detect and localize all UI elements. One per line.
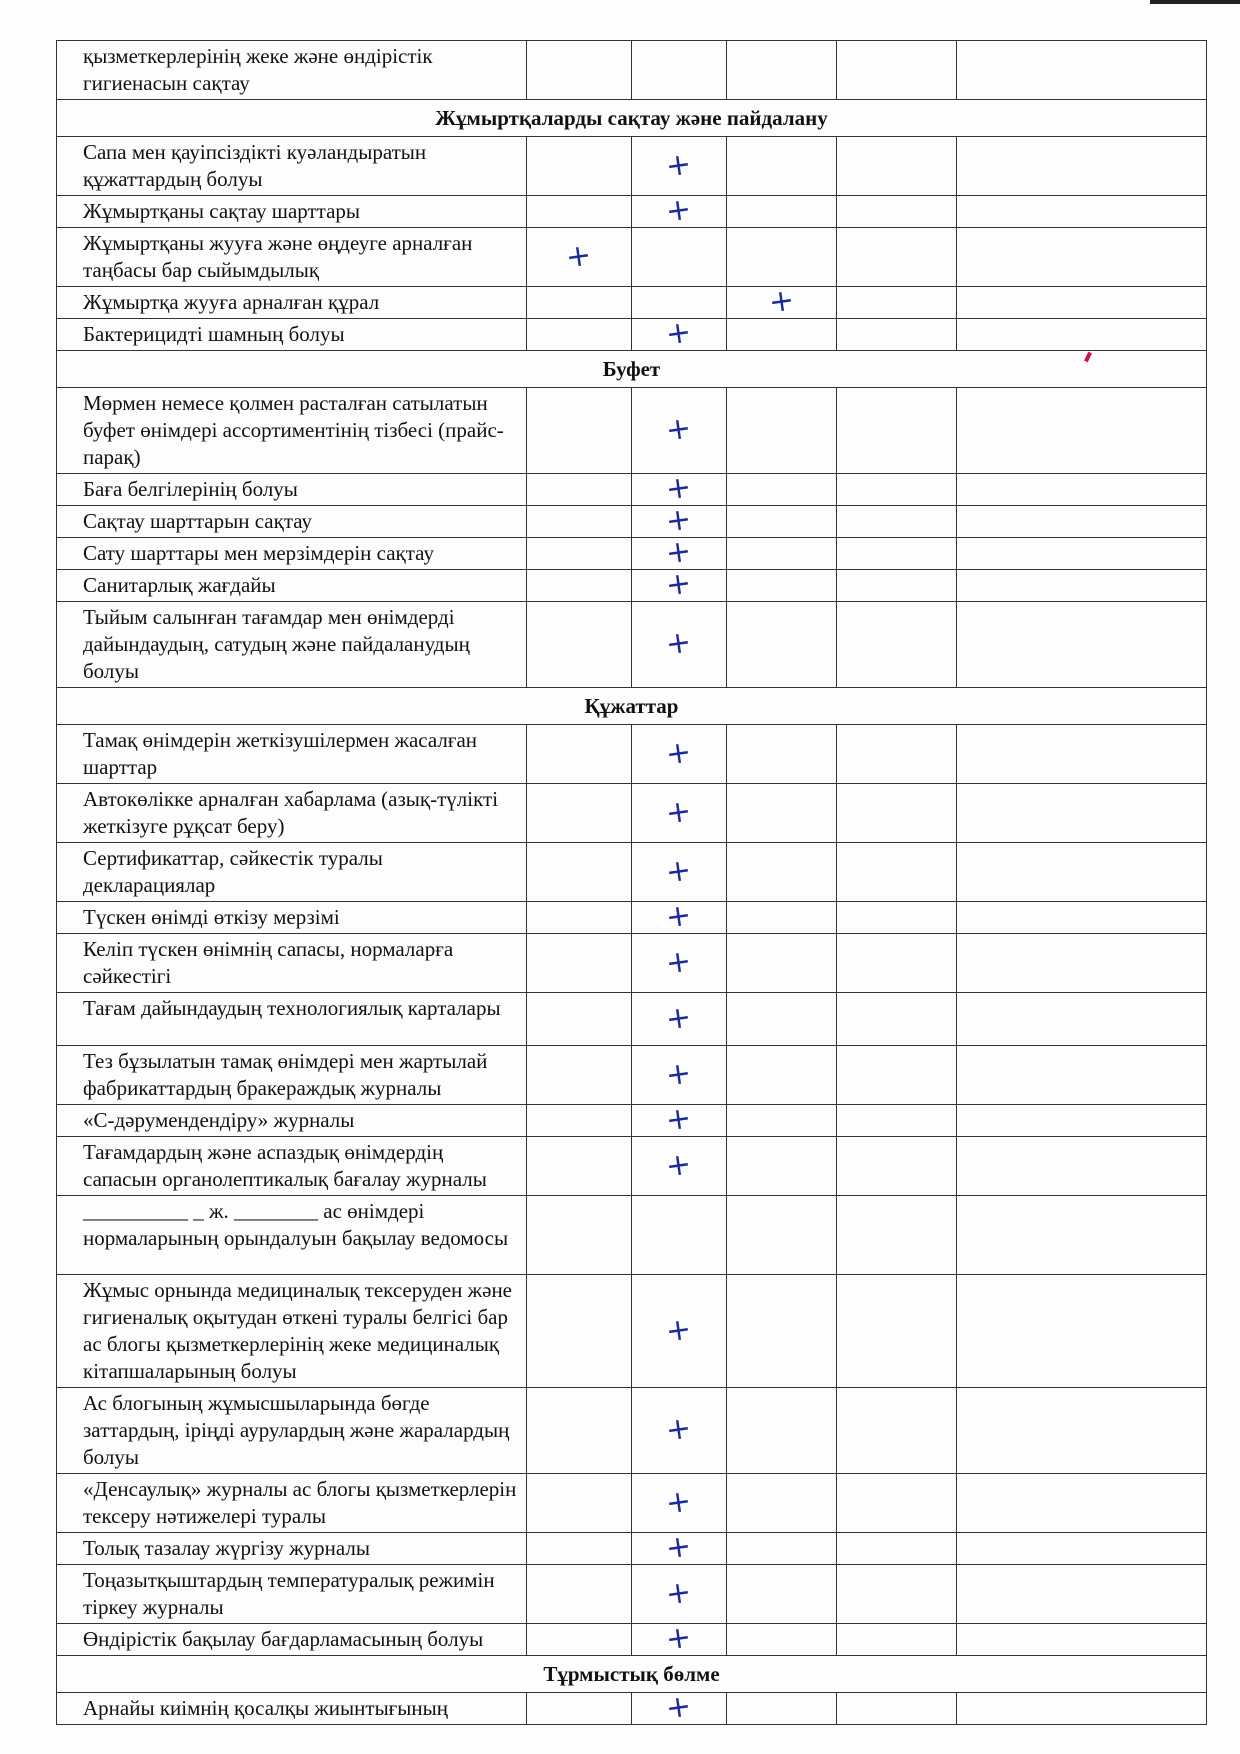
mark-cell-col-4 bbox=[837, 319, 957, 351]
mark-cell-col-3 bbox=[727, 474, 837, 506]
handwritten-plus-mark: + bbox=[664, 533, 694, 572]
mark-cell-col-1 bbox=[527, 993, 632, 1046]
mark-cell-col-4 bbox=[837, 1137, 957, 1196]
item-label: Автокөлікке арналған хабарлама (азық-түлікті жеткізуге рұқсат беру) bbox=[57, 784, 527, 843]
mark-cell-col-3 bbox=[727, 137, 837, 196]
mark-cell-col-3 bbox=[727, 993, 837, 1046]
checklist-row bbox=[57, 1105, 1207, 1137]
mark-cell-col-4 bbox=[837, 570, 957, 602]
mark-cell-col-1 bbox=[527, 1474, 632, 1533]
handwritten-plus-mark: + bbox=[664, 1482, 694, 1522]
handwritten-plus-mark: + bbox=[664, 792, 694, 832]
empty-remarks-cell bbox=[957, 784, 1207, 843]
mark-cell-col-3 bbox=[727, 1474, 837, 1533]
mark-cell-col-1 bbox=[527, 506, 632, 538]
mark-cell-col-2 bbox=[632, 1100, 727, 1139]
mark-cell-col-2 bbox=[632, 1275, 727, 1388]
mark-cell-col-2 bbox=[632, 1388, 727, 1474]
empty-remarks-cell bbox=[957, 538, 1207, 570]
mark-cell-col-2 bbox=[632, 287, 727, 319]
mark-cell-col-1 bbox=[527, 843, 632, 902]
mark-cell-col-3 bbox=[727, 1275, 837, 1388]
mark-cell-col-4 bbox=[837, 1105, 957, 1137]
mark-cell-col-3 bbox=[727, 1196, 837, 1275]
mark-cell-col-2 bbox=[632, 314, 727, 353]
checklist-row bbox=[57, 41, 1207, 100]
empty-remarks-cell bbox=[957, 934, 1207, 993]
mark-cell-col-1 bbox=[527, 1275, 632, 1388]
mark-cell-col-1 bbox=[527, 725, 632, 784]
handwritten-plus-mark: + bbox=[664, 145, 694, 185]
empty-remarks-cell bbox=[957, 993, 1207, 1046]
mark-cell-col-4 bbox=[837, 1388, 957, 1474]
mark-cell-col-2 bbox=[632, 41, 727, 100]
mark-cell-col-2 bbox=[632, 137, 727, 196]
item-label: Тағамдардың және аспаздық өнімдердің сапасын органолептикалық бағалау журналы bbox=[57, 1137, 527, 1196]
mark-cell-col-4 bbox=[837, 934, 957, 993]
empty-remarks-cell bbox=[957, 1388, 1207, 1474]
section-title: Жұмыртқаларды сақтау және пайдалану bbox=[57, 100, 1207, 137]
checklist-row bbox=[57, 1533, 1207, 1565]
mark-cell-col-1 bbox=[527, 137, 632, 196]
mark-cell-col-1 bbox=[527, 1565, 632, 1624]
mark-cell-col-1 bbox=[527, 474, 632, 506]
checklist-row bbox=[57, 1565, 1207, 1624]
mark-cell-col-1 bbox=[527, 319, 632, 351]
checklist-row bbox=[57, 1624, 1207, 1656]
mark-cell-col-4 bbox=[837, 506, 957, 538]
mark-cell-col-1 bbox=[527, 1196, 632, 1275]
mark-cell-col-3 bbox=[727, 570, 837, 602]
item-label: «Денсаулық» журналы ас блогы қызметкерлерін тексеру нәтижелері туралы bbox=[57, 1474, 527, 1533]
mark-cell-col-4 bbox=[837, 602, 957, 688]
empty-remarks-cell bbox=[957, 137, 1207, 196]
item-label: __________ _ ж. ________ ас өнімдері нормаларының орындалуын бақылау ведомосы bbox=[57, 1196, 527, 1275]
checklist-row bbox=[57, 1046, 1207, 1105]
checklist-row bbox=[57, 843, 1207, 902]
empty-remarks-cell bbox=[957, 1565, 1207, 1624]
mark-cell-col-3 bbox=[727, 902, 837, 934]
mark-cell-col-3 bbox=[727, 1105, 837, 1137]
mark-cell-col-1 bbox=[527, 1137, 632, 1196]
checklist-row bbox=[57, 784, 1207, 843]
mark-cell-col-3 bbox=[727, 506, 837, 538]
item-label: Бактерицидті шамның болуы bbox=[57, 319, 527, 351]
mark-cell-col-4 bbox=[837, 993, 957, 1046]
mark-cell-col-2 bbox=[632, 897, 727, 936]
mark-cell-col-3 bbox=[727, 1533, 837, 1565]
handwritten-plus-mark: + bbox=[664, 998, 694, 1038]
checklist-row bbox=[57, 228, 1207, 287]
checklist-row bbox=[57, 1275, 1207, 1388]
mark-cell-col-3 bbox=[727, 196, 837, 228]
mark-cell-col-4 bbox=[837, 137, 957, 196]
mark-cell-col-2 bbox=[632, 1137, 727, 1196]
mark-cell-col-1 bbox=[527, 1388, 632, 1474]
mark-cell-col-1 bbox=[527, 784, 632, 843]
handwritten-plus-mark: + bbox=[664, 191, 694, 230]
handwritten-plus-mark: + bbox=[766, 282, 797, 321]
item-label: Санитарлық жағдайы bbox=[57, 570, 527, 602]
mark-cell-col-2 bbox=[632, 228, 727, 287]
empty-remarks-cell bbox=[957, 474, 1207, 506]
mark-cell-col-2 bbox=[632, 1474, 727, 1533]
empty-remarks-cell bbox=[957, 1046, 1207, 1105]
checklist-row bbox=[57, 1196, 1207, 1275]
mark-cell-col-2 bbox=[632, 784, 727, 843]
checklist-row bbox=[57, 934, 1207, 993]
mark-cell-col-3 bbox=[727, 1624, 837, 1656]
empty-remarks-cell bbox=[957, 570, 1207, 602]
checklist-row bbox=[57, 602, 1207, 688]
empty-remarks-cell bbox=[957, 388, 1207, 474]
empty-remarks-cell bbox=[957, 196, 1207, 228]
mark-cell-col-4 bbox=[837, 41, 957, 100]
empty-remarks-cell bbox=[957, 725, 1207, 784]
mark-cell-col-3 bbox=[727, 725, 837, 784]
mark-cell-col-3 bbox=[727, 228, 837, 287]
item-label: Өндірістік бақылау бағдарламасының болуы bbox=[57, 1624, 527, 1656]
item-label: Жұмыртқа жууға арналған құрал bbox=[57, 287, 527, 319]
mark-cell-col-1 bbox=[527, 287, 632, 319]
checklist-body bbox=[57, 41, 1207, 1725]
handwritten-plus-mark: + bbox=[664, 733, 694, 773]
mark-cell-col-2 bbox=[632, 469, 727, 508]
empty-remarks-cell bbox=[957, 1474, 1207, 1533]
checklist-row bbox=[57, 1693, 1207, 1725]
item-label: Тамақ өнімдерін жеткізушілермен жасалған шарттар bbox=[57, 725, 527, 784]
checklist-row bbox=[57, 1474, 1207, 1533]
mark-cell-col-3 bbox=[727, 784, 837, 843]
mark-cell-col-4 bbox=[837, 1046, 957, 1105]
empty-remarks-cell bbox=[957, 1275, 1207, 1388]
mark-cell-col-2 bbox=[632, 565, 727, 604]
item-label: Сапа мен қауіпсіздікті куәландыратын құжаттардың болуы bbox=[57, 137, 527, 196]
handwritten-plus-mark: + bbox=[664, 1528, 694, 1567]
mark-cell-col-1 bbox=[527, 1533, 632, 1565]
mark-cell-col-4 bbox=[837, 1693, 957, 1725]
mark-cell-col-3 bbox=[727, 1693, 837, 1725]
checklist-row bbox=[57, 388, 1207, 474]
handwritten-plus-mark: + bbox=[664, 469, 694, 508]
checklist-row bbox=[57, 538, 1207, 570]
mark-cell-col-4 bbox=[837, 1565, 957, 1624]
mark-cell-col-2 bbox=[632, 993, 727, 1046]
mark-cell-col-3 bbox=[727, 388, 837, 474]
empty-remarks-cell bbox=[957, 228, 1207, 287]
item-label: Тағам дайындаудың технологиялық карталары bbox=[57, 993, 527, 1046]
mark-cell-col-4 bbox=[837, 784, 957, 843]
empty-remarks-cell bbox=[957, 602, 1207, 688]
mark-cell-col-3 bbox=[727, 1565, 837, 1624]
item-label: Жұмыртқаны сақтау шарттары bbox=[57, 196, 527, 228]
empty-remarks-cell bbox=[957, 1533, 1207, 1565]
mark-cell-col-4 bbox=[837, 196, 957, 228]
mark-cell-col-1 bbox=[527, 228, 632, 287]
checklist-row bbox=[57, 725, 1207, 784]
mark-cell-col-3 bbox=[727, 602, 837, 688]
handwritten-plus-mark: + bbox=[664, 565, 694, 604]
item-label: Сату шарттары мен мерзімдерін сақтау bbox=[57, 538, 527, 570]
mark-cell-col-1 bbox=[527, 1624, 632, 1656]
mark-cell-col-1 bbox=[527, 1693, 632, 1725]
mark-cell-col-3 bbox=[727, 934, 837, 993]
item-label: Мөрмен немесе қолмен расталған сатылатын буфет өнімдері ассортиментінің тізбесі (прайс-парақ) bbox=[57, 388, 527, 474]
mark-cell-col-2 bbox=[632, 934, 727, 993]
empty-remarks-cell bbox=[957, 1105, 1207, 1137]
empty-remarks-cell bbox=[957, 319, 1207, 351]
mark-cell-col-3 bbox=[727, 41, 837, 100]
checklist-row bbox=[57, 319, 1207, 351]
checklist-row bbox=[57, 1388, 1207, 1474]
mark-cell-col-4 bbox=[837, 1624, 957, 1656]
mark-cell-col-1 bbox=[527, 934, 632, 993]
mark-cell-col-2 bbox=[632, 1528, 727, 1567]
section-header-row bbox=[57, 351, 1207, 388]
mark-cell-col-4 bbox=[837, 228, 957, 287]
mark-cell-col-2 bbox=[632, 725, 727, 784]
section-header-row bbox=[57, 100, 1207, 137]
handwritten-plus-mark: + bbox=[664, 942, 694, 982]
mark-cell-col-1 bbox=[527, 902, 632, 934]
empty-remarks-cell bbox=[957, 843, 1207, 902]
mark-cell-col-4 bbox=[837, 538, 957, 570]
checklist-row bbox=[57, 902, 1207, 934]
mark-cell-col-3 bbox=[727, 538, 837, 570]
item-label: Тез бұзылатын тамақ өнімдері мен жартылай фабрикаттардың бракераждық журналы bbox=[57, 1046, 527, 1105]
mark-cell-col-4 bbox=[837, 902, 957, 934]
mark-cell-col-2 bbox=[632, 1196, 727, 1275]
item-label: Тоңазытқыштардың температуралық режимін тіркеу журналы bbox=[57, 1565, 527, 1624]
handwritten-plus-mark: + bbox=[664, 410, 694, 449]
section-title: Буфет bbox=[57, 351, 1207, 388]
section-header-row bbox=[57, 688, 1207, 725]
checklist-row bbox=[57, 570, 1207, 602]
mark-cell-col-4 bbox=[837, 1474, 957, 1533]
mark-cell-col-1 bbox=[527, 196, 632, 228]
mark-cell-col-4 bbox=[837, 388, 957, 474]
mark-cell-col-2 bbox=[632, 602, 727, 688]
item-label: Арнайы киімнің қосалқы жиынтығының bbox=[57, 1693, 527, 1725]
handwritten-plus-mark: + bbox=[664, 314, 694, 353]
checklist-row bbox=[57, 474, 1207, 506]
mark-cell-col-2 bbox=[632, 1565, 727, 1624]
mark-cell-col-2 bbox=[632, 1046, 727, 1105]
empty-remarks-cell bbox=[957, 1693, 1207, 1725]
handwritten-plus-mark: + bbox=[664, 897, 694, 936]
mark-cell-col-4 bbox=[837, 1196, 957, 1275]
item-label: Жұмыртқаны жууға және өңдеуге арналған таңбасы бар сыйымдылық bbox=[57, 228, 527, 287]
handwritten-plus-mark: + bbox=[664, 1054, 694, 1094]
empty-remarks-cell bbox=[957, 1196, 1207, 1275]
handwritten-plus-mark: + bbox=[664, 1688, 694, 1727]
empty-remarks-cell bbox=[957, 287, 1207, 319]
mark-cell-col-3 bbox=[727, 319, 837, 351]
mark-cell-col-2 bbox=[632, 191, 727, 230]
mark-cell-col-3 bbox=[727, 1388, 837, 1474]
mark-cell-col-4 bbox=[837, 474, 957, 506]
mark-cell-col-1 bbox=[527, 570, 632, 602]
item-label: Баға белгілерінің болуы bbox=[57, 474, 527, 506]
empty-remarks-cell bbox=[957, 1137, 1207, 1196]
handwritten-plus-mark: + bbox=[664, 1145, 694, 1185]
item-label: Сақтау шарттарын сақтау bbox=[57, 506, 527, 538]
mark-cell-col-4 bbox=[837, 843, 957, 902]
handwritten-plus-mark: + bbox=[664, 1310, 694, 1350]
handwritten-plus-mark: + bbox=[664, 1410, 694, 1449]
handwritten-plus-mark: + bbox=[664, 624, 694, 663]
checklist-row bbox=[57, 196, 1207, 228]
checklist-row bbox=[57, 1137, 1207, 1196]
mark-cell-col-1 bbox=[527, 41, 632, 100]
section-title: Тұрмыстық бөлме bbox=[57, 1656, 1207, 1693]
empty-remarks-cell bbox=[957, 506, 1207, 538]
item-label: Тыйым салынған тағамдар мен өнімдерді дайындаудың, сатудың және пайдаланудың болуы bbox=[57, 602, 527, 688]
mark-cell-col-1 bbox=[527, 388, 632, 474]
mark-cell-col-3 bbox=[727, 1046, 837, 1105]
handwritten-plus-mark: + bbox=[664, 1100, 694, 1139]
mark-cell-col-2 bbox=[632, 1688, 727, 1727]
item-label: Сертификаттар, сәйкестік туралы декларациялар bbox=[57, 843, 527, 902]
checklist-table bbox=[56, 40, 1207, 1725]
mark-cell-col-4 bbox=[837, 287, 957, 319]
mark-cell-col-4 bbox=[837, 725, 957, 784]
mark-cell-col-3 bbox=[727, 843, 837, 902]
handwritten-plus-mark: + bbox=[564, 236, 594, 276]
item-label: Келіп түскен өнімнің сапасы, нормаларға сәйкестігі bbox=[57, 934, 527, 993]
empty-remarks-cell bbox=[957, 902, 1207, 934]
handwritten-plus-mark: + bbox=[664, 851, 694, 891]
item-label: Толық тазалау жүргізу журналы bbox=[57, 1533, 527, 1565]
mark-cell-col-2 bbox=[632, 501, 727, 540]
item-label: қызметкерлерінің жеке және өндірістік гигиенасын сақтау bbox=[57, 41, 527, 100]
mark-cell-col-3 bbox=[727, 282, 837, 321]
mark-cell-col-4 bbox=[837, 1533, 957, 1565]
mark-cell-col-1 bbox=[527, 1046, 632, 1105]
checklist-row bbox=[57, 506, 1207, 538]
mark-cell-col-2 bbox=[632, 533, 727, 572]
checklist-row bbox=[57, 287, 1207, 319]
empty-remarks-cell bbox=[957, 1624, 1207, 1656]
mark-cell-col-2 bbox=[632, 388, 727, 474]
item-label: Жұмыс орнында медициналық тексеруден және гигиеналық оқытудан өткені туралы белгісі бар ас блогы қызметкерлерінің жеке медициналық кітапшаларының болуы bbox=[57, 1275, 527, 1388]
checklist-row bbox=[57, 993, 1207, 1046]
mark-cell-col-1 bbox=[527, 538, 632, 570]
mark-cell-col-4 bbox=[837, 1275, 957, 1388]
checklist-row bbox=[57, 137, 1207, 196]
section-header-row bbox=[57, 1656, 1207, 1693]
empty-remarks-cell bbox=[957, 41, 1207, 100]
handwritten-plus-mark: + bbox=[664, 501, 694, 540]
handwritten-plus-mark: + bbox=[664, 1619, 694, 1658]
handwritten-plus-mark: + bbox=[664, 1573, 694, 1613]
item-label: Ас блогының жұмысшыларында бөгде заттардың, іріңді аурулардың және жаралардың болуы bbox=[57, 1388, 527, 1474]
item-label: Түскен өнімді өткізу мерзімі bbox=[57, 902, 527, 934]
mark-cell-col-1 bbox=[527, 602, 632, 688]
mark-cell-col-2 bbox=[632, 843, 727, 902]
mark-cell-col-3 bbox=[727, 1137, 837, 1196]
mark-cell-col-2 bbox=[632, 1619, 727, 1658]
item-label: «С-дәрумендендіру» журналы bbox=[57, 1105, 527, 1137]
mark-cell-col-1 bbox=[527, 1105, 632, 1137]
section-title: Құжаттар bbox=[57, 688, 1207, 725]
